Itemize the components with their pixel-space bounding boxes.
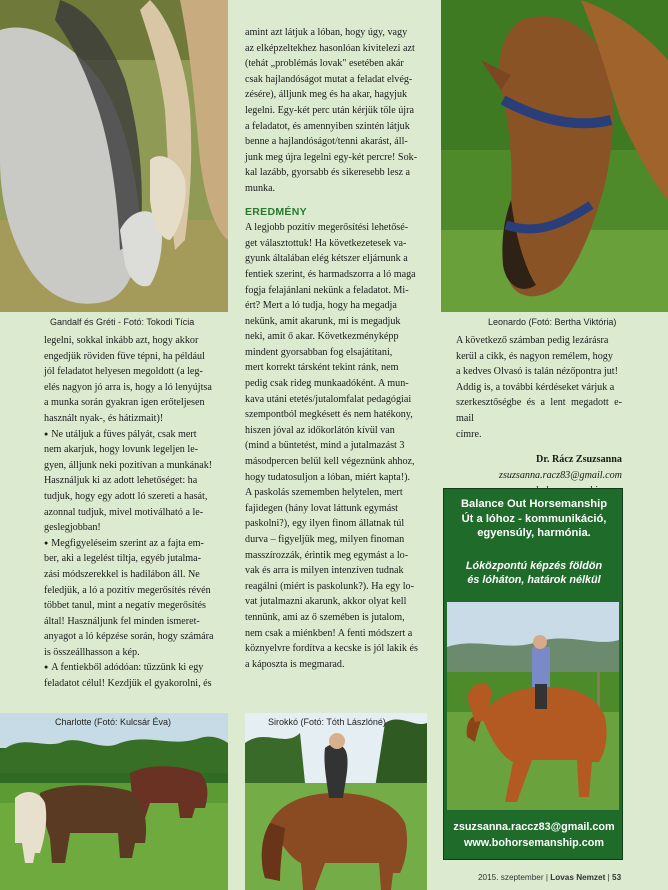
text-line: amint azt látjuk a lóban, hogy úgy, vagy [245,27,408,38]
text-line: legelni, sokkal inkább azt, hogy akkor [44,335,199,346]
ad-photo-rider [447,602,619,810]
ad-title-line: egyensúly, harmónia. [477,527,591,540]
text-line: fajidegen (hány lovat láttunk egymást [245,502,398,514]
text-line: másodpercen belül kell végeznünk ahhoz, [245,456,415,468]
text-line: szerkesztőségbe és a lent megadott e-mail [456,397,622,424]
photo-caption-charlotte: Charlotte (Fotó: Kulcsár Éva) [55,717,172,727]
photo-caption-sirocco: Sirokkó (Fotó: Tóth Lászlóné) [268,717,386,727]
text-line: durva – figyeljük meg, milyen finoman [245,534,405,545]
text-line: pedig csak rideg munkaadóként. A mun- [245,378,409,390]
text-line: feledjük, a ló a pozitív megerősítés révén [44,584,211,596]
footer-separator: | [545,873,548,882]
text-line: ber, aki a legelést tiltja, egyéb jutalma- [44,553,202,565]
text-line: (tehát „problémás lovak" esetében akár [245,58,404,70]
text-line: benne a hajlandóságot/tenni akarást, áll- [245,136,408,148]
text-line: is összeállhasson a kép. [44,646,140,658]
text-line: fentiek szerint, és harmadszorra a ló maga [245,268,416,280]
text-line: junk meg újra legelni egy-két percre! Sok- [245,151,418,163]
text-line: gyunk általában elég kétszer eljárnunk a [245,253,408,265]
text-line: használt nyak-, és hátizmait)! [44,412,164,424]
text-line: paskolni?), egy ilyen finom állatnak túl [245,518,405,530]
text-line: ● Megfigyeléseim szerint az a fajta em- [44,536,224,552]
photo-sirocco [245,713,427,890]
text-line: köznyelvre fordítva a kecske is jól lakik és [245,643,418,655]
text-line: által! Használjunk fel minden ismeret- [44,615,200,627]
text-line: szempontból megkésett és nem hatékony, [245,409,413,421]
text-line: masszírozzák, érintik meg egymást a lo- [245,549,409,561]
text-line: Addig is, a további kérdéseket várjuk a [456,381,615,393]
text-line: ● A fentiekből adódóan: tűzzünk ki egy [44,660,224,676]
text-line: ért? Mert a ló tudja, hogy ha megadja [245,300,397,312]
text-line: zási módszerekkel is hadilábon áll. Ne [44,568,200,580]
text-line: elés nagyon jó arra is, hogy a ló lenyújtsa [44,381,212,393]
ad-subtitle-line: és lóháton, határok nélkül [467,574,601,586]
text-line: gyen, álljunk neki pozitívan a munkának! [44,459,213,471]
text-line: tudjuk, hogy egy adott ló szereti a hasát, [44,490,208,502]
text-line: a munka során gyakran igen erőteljesen [44,397,205,409]
text-line: nem csak a miénkben! A fenti módszert a [245,627,413,639]
text-line: ● Ne utáljuk a füves pályát, csak mert [44,427,224,443]
text-line: engedjük röviden füve tépni, ha például [44,350,205,362]
text-line: csak hajlandóságot mutat a feladat elvég- [245,73,413,85]
text-line: munka. [245,182,276,194]
text-line: az elképzeltekhez hasonlóan kivitelezi azt [245,42,415,54]
text-line: fogja felajánlani nekünk a feladatot. Mi- [245,284,409,296]
ad-website[interactable]: www.bohorsemanship.com [464,837,604,849]
text-line: get választottuk! Ha következetesek va- [245,237,407,249]
text-line: mindent gyorsabban fog elsajátítani, [245,346,393,358]
text-line: többet tanul, mint a negatív megerősítés [44,600,206,612]
advertisement-box [443,488,623,860]
page-footer [478,873,621,882]
text-line: hiszen jóval az időkorlátón kívül van [245,424,395,436]
text-line: tennünk, ami az ő szemében is jutalom, [245,611,405,623]
text-line: vat jutalmazni akarunk, akkor olyat kell [245,596,407,608]
text-line: a kedves Olvasó is talán nézőpontra jut! [456,366,618,378]
ad-subtitle-line: Lóközpontú képzés földön [465,560,603,572]
ad-subtitle [444,559,624,587]
text-line: a feladatot, és amennyiben szintén látjuk [245,120,410,132]
text-line: nem akarjuk, hogy lovunk legeljen le- [44,444,199,456]
text-line: azonnal tudjuk, mivel motiválható a le- [44,506,204,518]
text-line: Használjuk ki az adott lehetőséget: ha [44,475,198,487]
text-line: feladatot célul! Kezdjük el gyakorolni, és [44,678,212,690]
text-line: reagálni (miért is paskolunk?). Ha egy lo- [245,580,414,592]
footer-magazine: Lovas Nemzet [550,873,606,882]
text-line: A legjobb pozitív megerősítési lehetősé- [245,222,409,234]
text-line: kava utáni etetés/jutalomfalat pedagógiai [245,393,412,405]
ad-email[interactable]: zsuzsanna.raccz83@gmail.com [453,821,615,833]
text-line: neki, amit ő akar. Következményképp [245,331,399,343]
middle-column-text [245,25,427,672]
photo-caption-gandalf-greti: Gandalf és Gréti - Fotó: Tokodi Tícia [50,317,195,327]
page-number: 53 [612,873,622,882]
text-line: a káposzta is megmarad. [245,658,345,670]
photo-gandalf-greti [0,0,228,312]
text-line: A következő számban pedig lezárásra [456,335,609,346]
left-column-text [44,333,224,692]
ad-title-line: Balance Out Horsemanship [460,498,608,510]
text-line: címre. [456,428,482,440]
text-line: vak és arra is milyen intenzíven tudnak [245,565,404,577]
ad-title [444,497,624,541]
text-line: mert korrekt társként tekint ránk, nem [245,362,399,374]
footer-separator: | [607,873,610,882]
text-line: hogy tudatosuljon a lóban, miért kapta!). [245,471,411,483]
text-line: A paskolás szememben helytelen, mert [245,487,403,499]
author-name: Dr. Rácz Zsuzsanna [536,454,622,466]
text-line: kerül a cikk, és nagyon remélem, hogy [456,350,613,362]
right-column-text [456,333,622,499]
photo-leonardo [441,0,668,312]
author-email[interactable]: zsuzsanna.racz83@gmail.com [499,469,622,481]
text-line: kal lazább, gyorsabb és sikeresebb lesz a [245,167,411,179]
text-line: zésére), álljunk meg és ha akar, hagyjuk [245,89,408,101]
text-line: anyagot a ló képzése során, hogy számára [44,631,214,643]
ad-title-line: Út a lóhoz - kommunikáció, [461,512,607,525]
photo-caption-leonardo: Leonardo (Fotó: Bertha Viktória) [488,317,617,327]
text-line: legelni. Egy-két perc után kérjük töle újra [245,104,414,116]
text-line: (mind a büntetést, mind a jutalmazást 3 [245,440,405,452]
text-line: nekünk, amit akarunk, mi is megadjuk [245,315,401,327]
section-heading: EREDMÉNY [245,205,307,218]
text-line: geslegjobban! [44,522,101,534]
footer-date: 2015. szeptember [478,873,544,882]
photo-charlotte [0,713,228,890]
text-line: jól feladatot helyesen megoldott (a leg- [44,366,203,378]
